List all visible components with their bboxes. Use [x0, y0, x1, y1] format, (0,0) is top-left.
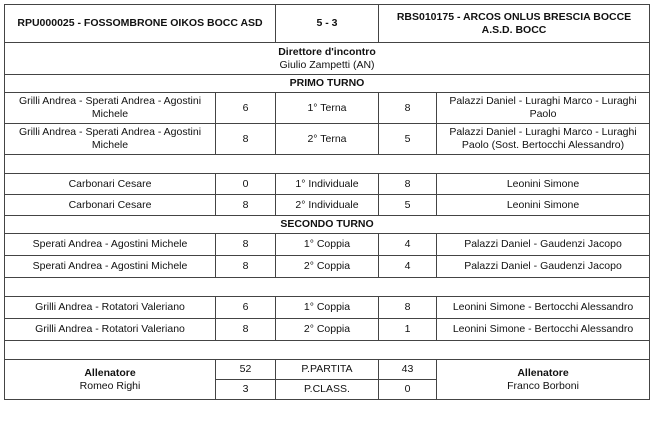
away-partita-points: 43: [379, 360, 437, 380]
home-players: Sperati Andrea - Agostini Michele: [5, 256, 216, 278]
away-players: Palazzi Daniel - Gaudenzi Jacopo: [437, 256, 650, 278]
match-report-table: [4, 4, 650, 400]
match-type: 2° Individuale: [276, 195, 379, 216]
home-players: Carbonari Cesare: [5, 174, 216, 195]
header-row: [5, 5, 650, 43]
match-type: 1° Coppia: [276, 297, 379, 319]
away-players: [437, 124, 650, 155]
away-players-line2: Paolo: [529, 108, 557, 120]
away-coach-cell: [437, 360, 650, 400]
away-players: Leonini Simone: [437, 174, 650, 195]
match-type: 2° Terna: [276, 124, 379, 155]
home-class-points: 3: [216, 380, 276, 400]
home-players: [5, 93, 216, 124]
home-players-line2: Michele: [91, 139, 129, 151]
away-players: Leonini Simone: [437, 195, 650, 216]
table-row: [5, 195, 650, 216]
section-title-secondo: SECONDO TURNO: [5, 216, 650, 234]
home-score: 6: [216, 297, 276, 319]
home-players-line1: Grilli Andrea - Sperati Andrea - Agostini: [18, 95, 202, 107]
director-label: Direttore d'incontro: [278, 45, 376, 58]
away-players: Palazzi Daniel - Gaudenzi Jacopo: [437, 234, 650, 256]
away-players: Leonini Simone - Bertocchi Alessandro: [437, 297, 650, 319]
home-score: 8: [216, 195, 276, 216]
section-title-primo: PRIMO TURNO: [5, 75, 650, 93]
home-coach-name: Romeo Righi: [79, 379, 141, 392]
match-score: 5 - 3: [276, 5, 379, 43]
section-header-secondo: [5, 216, 650, 234]
away-players-line1: Palazzi Daniel - Luraghi Marco - Luraghi: [449, 126, 637, 138]
away-coach-label: Allenatore: [517, 366, 569, 379]
match-type: 1° Coppia: [276, 234, 379, 256]
home-coach-label: Allenatore: [84, 366, 136, 379]
table-row: [5, 124, 650, 155]
table-row: [5, 319, 650, 341]
footer-row-partita: [5, 360, 650, 380]
home-score: 8: [216, 124, 276, 155]
away-score: 8: [379, 93, 437, 124]
director-row: [5, 43, 650, 75]
away-team-line2: A.S.D. BOCC: [481, 23, 547, 36]
table-row: [5, 297, 650, 319]
home-players: Sperati Andrea - Agostini Michele: [5, 234, 216, 256]
away-players-line2: Paolo (Sost. Bertocchi Alessandro): [461, 139, 625, 151]
away-score: 1: [379, 319, 437, 341]
table-row: [5, 93, 650, 124]
match-type: 2° Coppia: [276, 319, 379, 341]
away-players-line1: Palazzi Daniel - Luraghi Marco - Luraghi: [449, 95, 637, 107]
spacer-cell: [5, 341, 650, 360]
home-players-line2: Michele: [91, 108, 129, 120]
home-players-line1: Grilli Andrea - Sperati Andrea - Agostini: [18, 126, 202, 138]
spacer-row: [5, 341, 650, 360]
away-team-line1: RBS010175 - ARCOS ONLUS BRESCIA BOCCE: [396, 10, 632, 23]
away-team-name: [379, 5, 650, 43]
spacer-row: [5, 155, 650, 174]
away-score: 8: [379, 297, 437, 319]
home-score: 0: [216, 174, 276, 195]
away-score: 4: [379, 256, 437, 278]
match-type: 2° Coppia: [276, 256, 379, 278]
away-score: 5: [379, 124, 437, 155]
home-players: [5, 124, 216, 155]
away-score: 5: [379, 195, 437, 216]
spacer-cell: [5, 278, 650, 297]
home-score: 8: [216, 234, 276, 256]
spacer-cell: [5, 155, 650, 174]
home-players: Grilli Andrea - Rotatori Valeriano: [5, 297, 216, 319]
table-row: [5, 234, 650, 256]
spacer-row: [5, 278, 650, 297]
away-class-points: 0: [379, 380, 437, 400]
home-partita-points: 52: [216, 360, 276, 380]
section-header-primo: [5, 75, 650, 93]
home-score: 8: [216, 256, 276, 278]
table-row: [5, 174, 650, 195]
away-coach-name: Franco Borboni: [507, 379, 579, 392]
home-coach-cell: [5, 360, 216, 400]
away-players: [437, 93, 650, 124]
table-row: [5, 256, 650, 278]
director-name: Giulio Zampetti (AN): [279, 58, 375, 71]
home-team-name: RPU000025 - FOSSOMBRONE OIKOS BOCC ASD: [5, 5, 276, 43]
away-score: 8: [379, 174, 437, 195]
director-cell: [5, 43, 650, 75]
class-label: P.CLASS.: [276, 380, 379, 400]
away-score: 4: [379, 234, 437, 256]
match-type: 1° Individuale: [276, 174, 379, 195]
home-score: 8: [216, 319, 276, 341]
home-players: Grilli Andrea - Rotatori Valeriano: [5, 319, 216, 341]
away-players: Leonini Simone - Bertocchi Alessandro: [437, 319, 650, 341]
home-players: Carbonari Cesare: [5, 195, 216, 216]
partita-label: P.PARTITA: [276, 360, 379, 380]
match-type: 1° Terna: [276, 93, 379, 124]
home-score: 6: [216, 93, 276, 124]
